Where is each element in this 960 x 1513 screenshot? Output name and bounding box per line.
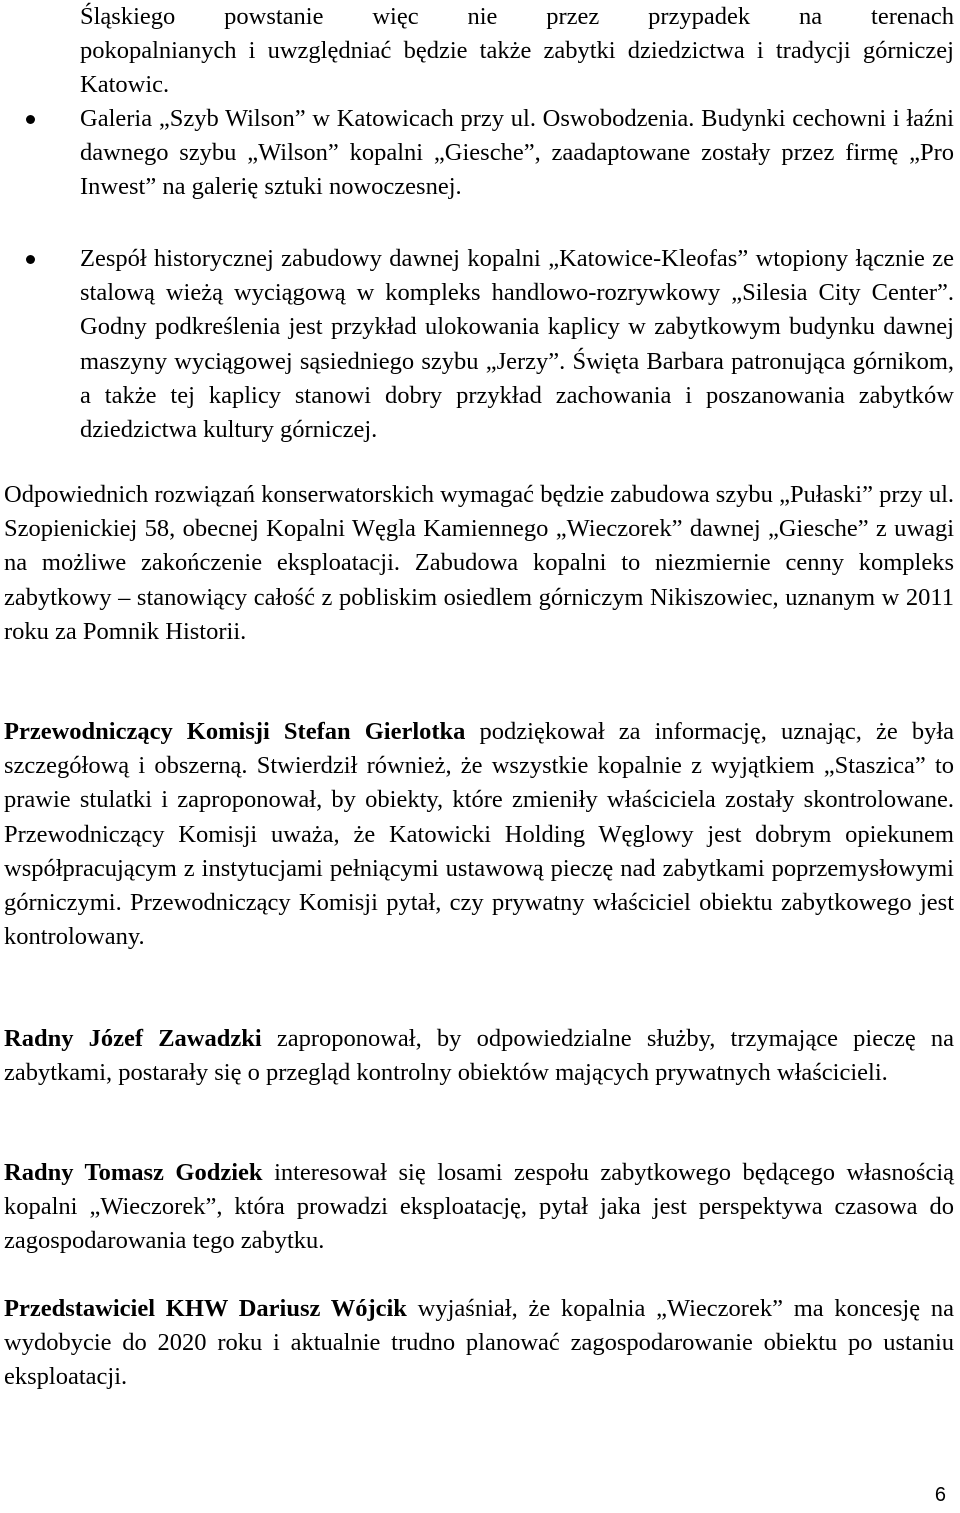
intro-paragraph: [4, 0, 954, 103]
bullet-text: Zespół historycznej zabudowy dawnej kopalni „Katowice-Kleofas” wtopiony łącznie ze stalową wieżą wyciągową w kompleks handlowo-rozrywkowy „Silesia City Center”. Godny podkreślenia jest przykład ulokowania kaplicy w zabytkowym budynku dawnej maszyny wyciągowej sąsiedniego szybu „Jerzy”. Święta Barbara patronująca górnikom, a także tej kaplicy stanowi dobry przykład zachowania i poszanowania zabytków dziedzictwa kultury górniczej.: [80, 245, 954, 444]
intro-line-1: Śląskiego powstanie więc nie przez przypadek na terenach: [80, 3, 954, 30]
statement-paragraph: [4, 1292, 954, 1395]
statement-text: wyjaśniał, że kopalnia „Wieczorek” ma koncesję na wydobycie do 2020 roku i aktualnie trudno planować zagospodarowanie obiektu po ustaniu eksploatacji.: [4, 1295, 954, 1391]
intro-line-rest: pokopalnianych i uwzględniać będzie także zabytki dziedzictwa i tradycji górniczej Katowic.: [80, 37, 954, 99]
paragraph-monuments: Odpowiednich rozwiązań konserwatorskich wymagać będzie zabudowa szybu „Pułaski” przy ul. Szopienickiej 58, obecnej Kopalni Węgla Kamiennego „Wieczorek” dawnej „Giesche” z uwagi na możliwe zakończenie eksploatacji. Zabudowa kopalni to niezmiernie cenny kompleks zabytkowy – stanowiący całość z pobliskim osiedlem górniczym Nikiszowiec, uznanym w 2011 roku za Pomnik Historii.: [4, 481, 954, 645]
speaker-name: Radny Józef Zawadzki: [4, 1025, 262, 1052]
bullet-list: [80, 102, 954, 205]
bullet-text: Galeria „Szyb Wilson” w Katowicach przy ul. Oswobodzenia. Budynki cechowni i łaźni dawnego szybu „Wilson” kopalni „Giesche”, zaadaptowane zostały przez firmę „Pro Inwest” na galerię sztuki nowoczesnej.: [80, 105, 954, 201]
statement-text: interesował się losami zespołu zabytkowego będącego własnością kopalni „Wieczorek”, która prowadzi eksploatację, pytał jaka jest perspektywa czasowa do zagospodarowania tego zabytku.: [4, 1159, 955, 1255]
statement-text: zaproponował, by odpowiedzialne służby, trzymające pieczę na zabytkami, postarały się o przegląd kontrolny obiektów mających prywatnych właścicieli.: [4, 1025, 954, 1087]
speaker-name: Przewodniczący Komisji Stefan Gierlotka: [4, 718, 466, 745]
list-item: [80, 242, 954, 447]
page-number: 6: [934, 1484, 946, 1506]
bullet-icon: [26, 115, 35, 124]
bullet-list: [80, 242, 954, 447]
list-item: [80, 102, 954, 205]
speaker-name: Radny Tomasz Godziek: [4, 1159, 263, 1186]
statement-text: podziękował za informację, uznając, że była szczegółową i obszerną. Stwierdził również, że wszystkie kopalnie z wyjątkiem „Staszica” to prawie stulatki i zaproponował, by obiekty, które zmieniły właściciela zostały skontrolowane. Przewodniczący Komisji uważa, że Katowicki Holding Węglowy jest dobrym opiekunem współpracującym z instytucjami pełniącymi ustawową pieczę nad zabytkami poprzemysłowymi górniczymi. Przewodniczący Komisji pytał, czy prywatny właściciel obiektu zabytkowego jest kontrolowany.: [4, 718, 954, 951]
speaker-name: Przedstawiciel KHW Dariusz Wójcik: [4, 1295, 407, 1322]
statement-paragraph: [4, 715, 954, 954]
statement-paragraph: [4, 1022, 954, 1090]
bullet-icon: [26, 255, 35, 264]
statement-paragraph: [4, 1156, 954, 1259]
